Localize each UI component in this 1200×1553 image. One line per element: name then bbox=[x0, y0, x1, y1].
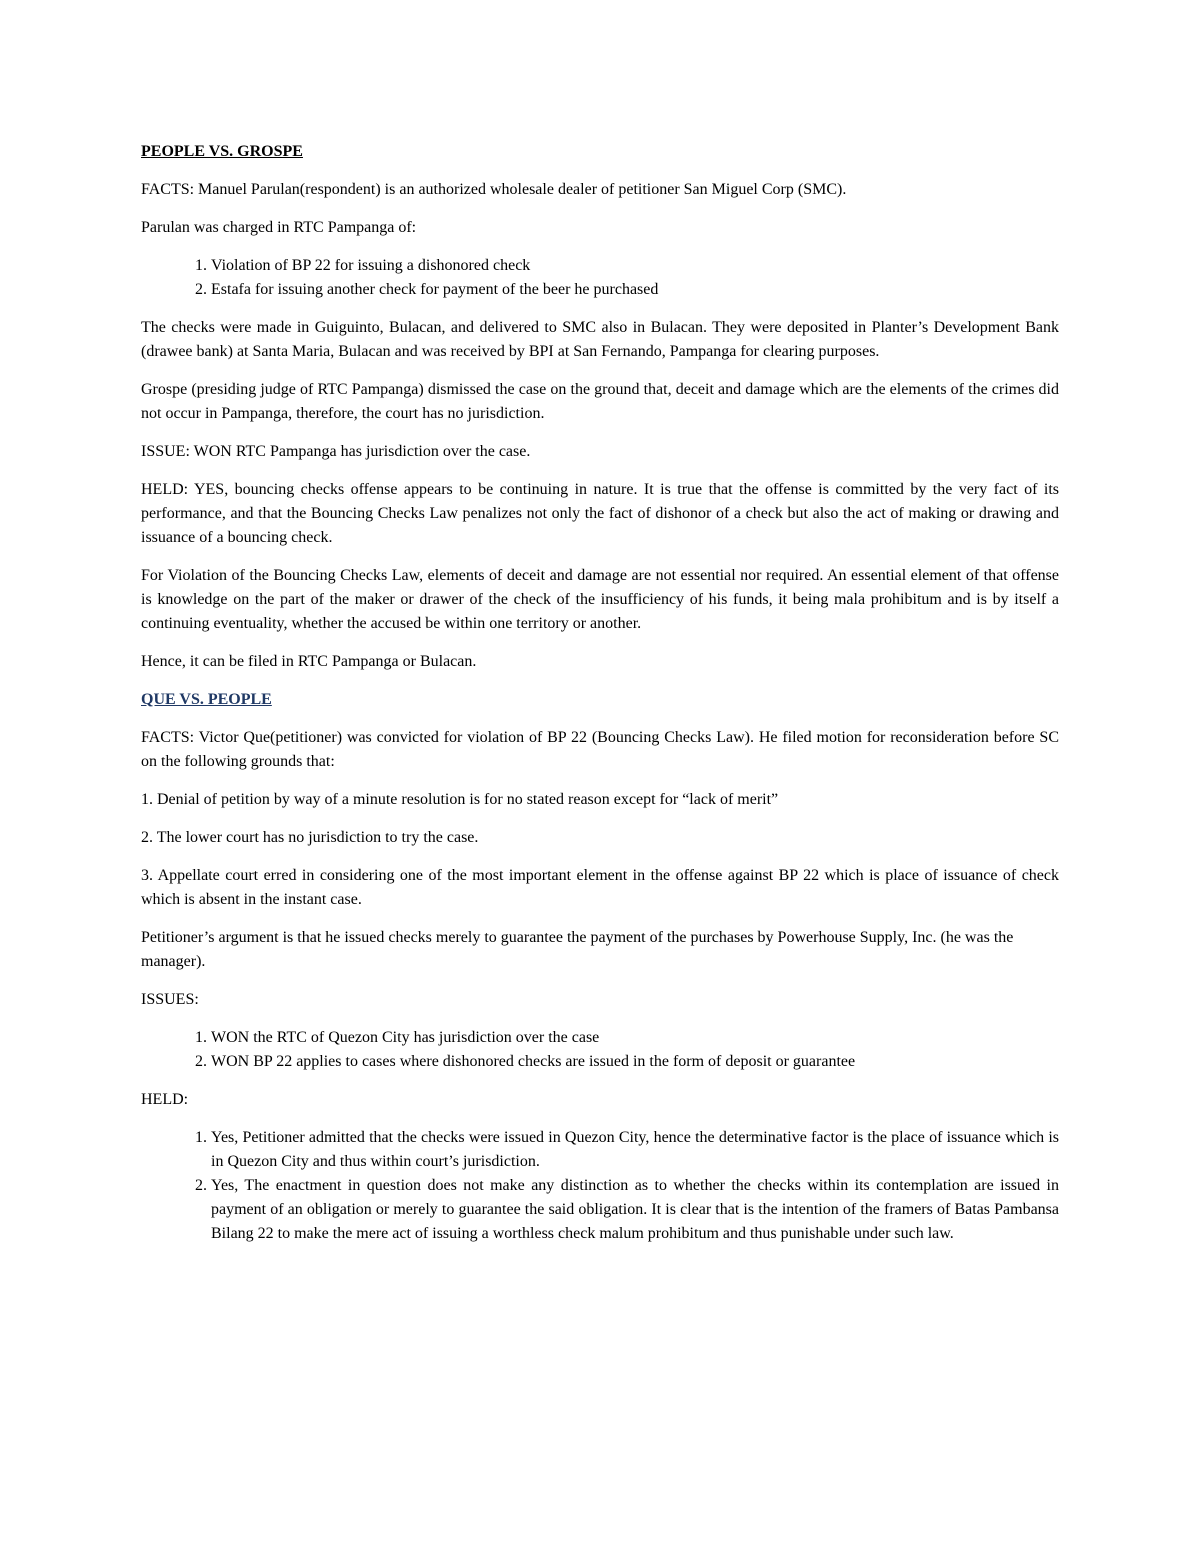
case1-grospe-paragraph: Grospe (presiding judge of RTC Pampanga) dismissed the case on the ground that, deceit and damage which are the elements of the crimes did not occur in Pampanga, therefore, the court has no jurisdiction. bbox=[141, 381, 1059, 422]
case2-issues-list bbox=[141, 1026, 1059, 1074]
case2-held-label: HELD: bbox=[141, 1091, 189, 1108]
case-title-people-vs-grospe: PEOPLE VS. GROSPE bbox=[141, 143, 303, 160]
list-item: 1. Yes, Petitioner admitted that the checks were issued in Quezon City, hence the determinative factor is the place of issuance which is in Quezon City and thus within court’s jurisdiction. bbox=[211, 1126, 1059, 1174]
case1-hence: Hence, it can be filed in RTC Pampanga or Bulacan. bbox=[141, 653, 477, 670]
case1-violation-paragraph: For Violation of the Bouncing Checks Law, elements of deceit and damage are not essential nor required. An essential element of that offense is knowledge on the part of the maker or drawer of the check of the insufficiency of his funds, it being mala prohibitum and is by itself a continuing eventuality, whether the accused be within one territory or another. bbox=[141, 567, 1059, 632]
case1-checks-paragraph: The checks were made in Guiguinto, Bulacan, and delivered to SMC also in Bulacan. They were deposited in Planter’s Development Bank (drawee bank) at Santa Maria, Bulacan and was received by BPI at San Fernando, Pampanga for clearing purposes. bbox=[141, 319, 1059, 360]
case2-ground-3: 3. Appellate court erred in considering one of the most important element in the offense against BP 22 which is place of issuance of check which is absent in the instant case. bbox=[141, 867, 1059, 908]
case1-charges-list bbox=[141, 254, 1059, 302]
list-item: 1. Violation of BP 22 for issuing a dishonored check bbox=[211, 254, 1059, 278]
case2-argument: Petitioner’s argument is that he issued checks merely to guarantee the payment of the purchases by Powerhouse Supply, Inc. (he was the manager). bbox=[141, 929, 1014, 970]
list-item: 2. WON BP 22 applies to cases where dishonored checks are issued in the form of deposit or guarantee bbox=[211, 1050, 1059, 1074]
list-item: 2. Estafa for issuing another check for payment of the beer he purchased bbox=[211, 278, 1059, 302]
case2-ground-2: 2. The lower court has no jurisdiction to try the case. bbox=[141, 829, 479, 846]
case1-charged: Parulan was charged in RTC Pampanga of: bbox=[141, 219, 417, 236]
list-item: 1. WON the RTC of Quezon City has jurisdiction over the case bbox=[211, 1026, 1059, 1050]
case-title-que-vs-people: QUE VS. PEOPLE bbox=[141, 691, 272, 708]
case1-issue: ISSUE: WON RTC Pampanga has jurisdiction over the case. bbox=[141, 443, 531, 460]
case1-facts: FACTS: Manuel Parulan(respondent) is an authorized wholesale dealer of petitioner San Miguel Corp (SMC). bbox=[141, 181, 847, 198]
case1-held: HELD: YES, bouncing checks offense appears to be continuing in nature. It is true that the offense is committed by the very fact of its performance, and that the Bouncing Checks Law penalizes not only the fact of dishonor of a check but also the act of making or drawing and issuance of a bouncing check. bbox=[141, 481, 1059, 546]
case2-held-list bbox=[141, 1126, 1059, 1246]
case2-issues-label: ISSUES: bbox=[141, 991, 199, 1008]
list-item: 2. Yes, The enactment in question does not make any distinction as to whether the checks within its contemplation are issued in payment of an obligation or merely to guarantee the said obligation. It is clear that is the intention of the framers of Batas Pambansa Bilang 22 to make the mere act of issuing a worthless check malum prohibitum and thus punishable under such law. bbox=[211, 1174, 1059, 1246]
case2-ground-1: 1. Denial of petition by way of a minute resolution is for no stated reason except for “lack of merit” bbox=[141, 791, 779, 808]
case2-facts: FACTS: Victor Que(petitioner) was convicted for violation of BP 22 (Bouncing Checks Law). He filed motion for reconsideration before SC on the following grounds that: bbox=[141, 729, 1059, 770]
